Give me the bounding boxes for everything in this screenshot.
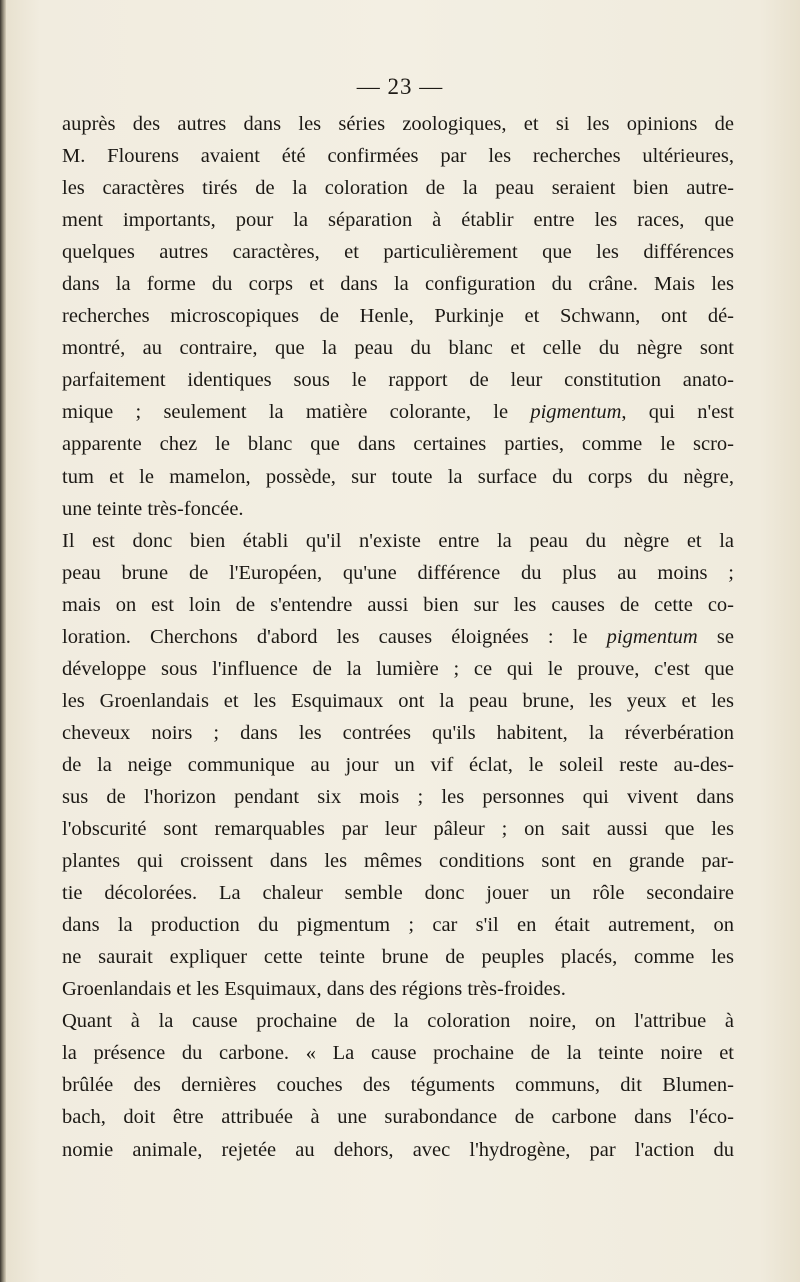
text-line: montré, au contraire, que la peau du blanc et celle du nègre sont [62, 337, 734, 360]
text-line: sus de l'horizon pendant six mois ; les personnes qui vivent dans [62, 785, 734, 808]
text-line: Groenlandais et les Esquimaux, dans des régions très-froides. [62, 978, 566, 1001]
text-line: recherches microscopiques de Henle, Purkinje et Schwann, ont dé- [62, 305, 734, 328]
text-line: ment importants, pour la séparation à établir entre les races, que [62, 209, 734, 232]
text-line: Il est donc bien établi qu'il n'existe entre la peau du nègre et la [62, 529, 734, 552]
text-line: M. Flourens avaient été confirmées par les recherches ultérieures, [62, 145, 734, 168]
text-line: ne saurait expliquer cette teinte brune de peuples placés, comme les [62, 946, 734, 969]
text-line: les Groenlandais et les Esquimaux ont la peau brune, les yeux et les [62, 689, 734, 712]
text-line: une teinte très-foncée. [62, 497, 244, 520]
text-line: plantes qui croissent dans les mêmes conditions sont en grande par- [62, 850, 734, 873]
text-line: loration. Cherchons d'abord les causes éloignées : le pigmentum se [62, 625, 734, 648]
page-number: — 23 — [356, 74, 444, 99]
page-binding-edge [0, 0, 6, 1282]
text-line: tum et le mamelon, possède, sur toute la surface du corps du nègre, [62, 465, 734, 488]
text-line: la présence du carbone. « La cause prochaine de la teinte noire et [62, 1042, 734, 1065]
text-line: apparente chez le blanc que dans certaines parties, comme le scro- [62, 433, 734, 456]
text-line: développe sous l'influence de la lumière ; ce qui le prouve, c'est que [62, 657, 734, 680]
emphasis: pigmentum [530, 401, 622, 424]
text-line: bach, doit être attribuée à une surabondance de carbone dans l'éco- [62, 1106, 734, 1129]
text-line: dans la production du pigmentum ; car s'il en était autrement, on [62, 914, 734, 937]
text-line: dans la forme du corps et dans la configuration du crâne. Mais les [62, 273, 734, 296]
text-line: parfaitement identiques sous le rapport de leur constitution anato- [62, 369, 734, 392]
emphasis: pigmentum [606, 625, 698, 648]
text-line: de la neige communique au jour un vif éclat, le soleil reste au-des- [62, 753, 734, 776]
text-line: l'obscurité sont remarquables par leur pâleur ; on sait aussi que les [62, 818, 734, 841]
text-line: les caractères tirés de la coloration de la peau seraient bien autre- [62, 177, 734, 200]
text-line: nomie animale, rejetée au dehors, avec l'hydrogène, par l'action du [62, 1138, 734, 1161]
text-line: tie décolorées. La chaleur semble donc jouer un rôle secondaire [62, 882, 734, 905]
text-line: mique ; seulement la matière colorante, le pigmentum, qui n'est [62, 401, 734, 424]
text-line: brûlée des dernières couches des téguments communs, dit Blumen- [62, 1074, 734, 1097]
text-line: auprès des autres dans les séries zoologiques, et si les opinions de [62, 113, 734, 135]
text-line: quelques autres caractères, et particulièrement que les différences [62, 241, 734, 264]
text-line: Quant à la cause prochaine de la coloration noire, on l'attribue à [62, 1010, 734, 1033]
text-line: peau brune de l'Européen, qu'une différence du plus au moins ; [62, 561, 734, 584]
body-text [62, 108, 734, 1166]
text-line: mais on est loin de s'entendre aussi bien sur les causes de cette co- [62, 593, 734, 616]
text-line: cheveux noirs ; dans les contrées qu'ils habitent, la réverbération [62, 721, 734, 744]
